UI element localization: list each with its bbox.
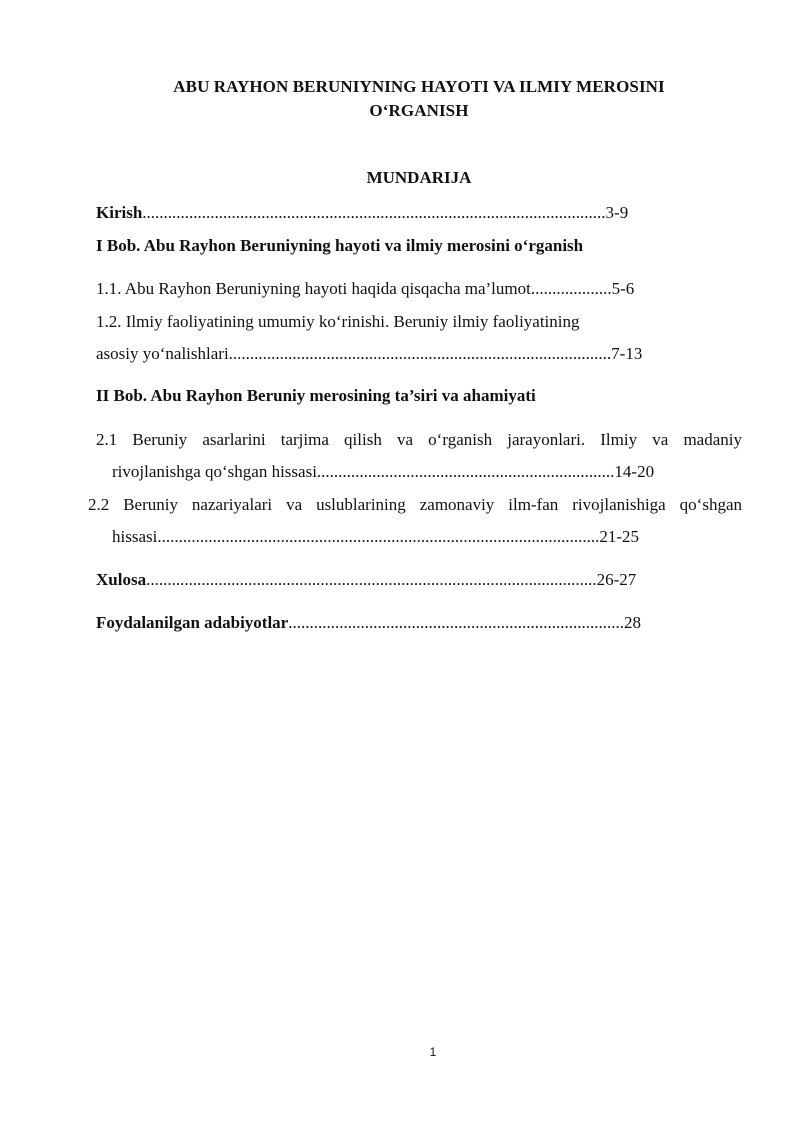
toc-chapter-label: I Bob. Abu Rayhon Beruniyning hayoti va ilmiy merosini o‘rganish	[96, 236, 584, 255]
toc-entry-xulosa[interactable]	[96, 570, 636, 590]
toc-entry-1-1[interactable]	[96, 279, 634, 299]
toc-entry-2-1-line-2[interactable]	[112, 462, 654, 482]
toc-page-range: 28	[623, 613, 641, 632]
toc-chapter-label: II Bob. Abu Rayhon Beruniy merosining ta’siri va ahamiyati	[96, 386, 536, 405]
toc-leader-dots: ...............................................................................	[288, 613, 624, 632]
toc-label: Foydalanilgan adabiyotlar	[96, 613, 289, 632]
toc-entry-2-2-line-2[interactable]	[112, 527, 639, 547]
toc-entry-2-1-line-1[interactable]: 2.1 Beruniy asarlarini tarjima qilish va o‘rganish jarayonlari. Ilmiy va madaniy	[96, 430, 742, 449]
toc-leader-dots: ..........................................................................................................	[146, 570, 597, 589]
toc-entry-1-2-line-1[interactable]: 1.2. Ilmiy faoliyatining umumiy ko‘rinishi. Beruniy ilmiy faoliyatining	[96, 312, 580, 331]
toc-label: rivojlanishga qo‘shgan hissasi	[112, 462, 317, 481]
toc-leader-dots: ........................................................................................................	[157, 527, 600, 546]
page-number: 1	[429, 1045, 437, 1059]
toc-page-range: 21-25	[599, 527, 640, 546]
document-title-line-2: O‘RGANISH	[369, 101, 469, 120]
toc-page-range: 3-9	[605, 203, 629, 222]
toc-label: 1.1. Abu Rayhon Beruniyning hayoti haqida qisqacha ma’lumot	[96, 279, 531, 298]
toc-entry-bibliography[interactable]	[96, 613, 641, 633]
toc-entry-kirish[interactable]	[96, 203, 628, 223]
toc-label: hissasi	[112, 527, 158, 546]
toc-entry-2-2-line-1[interactable]: 2.2 Beruniy nazariyalari va uslublarining zamonaviy ilm-fan rivojlanishiga qo‘shgan	[88, 495, 742, 514]
toc-chapter-2[interactable]	[96, 386, 536, 406]
toc-entry-1-2-line-2[interactable]	[96, 344, 642, 364]
toc-label: Xulosa	[96, 570, 147, 589]
toc-leader-dots: ..........................................................................................	[228, 344, 612, 363]
toc-leader-dots: .............................................................................................................	[142, 203, 606, 222]
toc-leader-dots: ......................................................................	[316, 462, 615, 481]
toc-page-range: 14-20	[614, 462, 655, 481]
toc-page-range: 26-27	[596, 570, 637, 589]
toc-label: asosiy yo‘nalishlari	[96, 344, 229, 363]
toc-chapter-1[interactable]	[96, 236, 583, 256]
toc-label: Kirish	[96, 203, 143, 222]
contents-heading: MUNDARIJA	[366, 168, 472, 187]
toc-page-range: 5-6	[611, 279, 635, 298]
toc-page-range: 7-13	[611, 344, 643, 363]
toc-leader-dots: ...................	[530, 279, 612, 298]
document-title-line-1: ABU RAYHON BERUNIYNING HAYOTI VA ILMIY MEROSINI	[173, 77, 665, 96]
